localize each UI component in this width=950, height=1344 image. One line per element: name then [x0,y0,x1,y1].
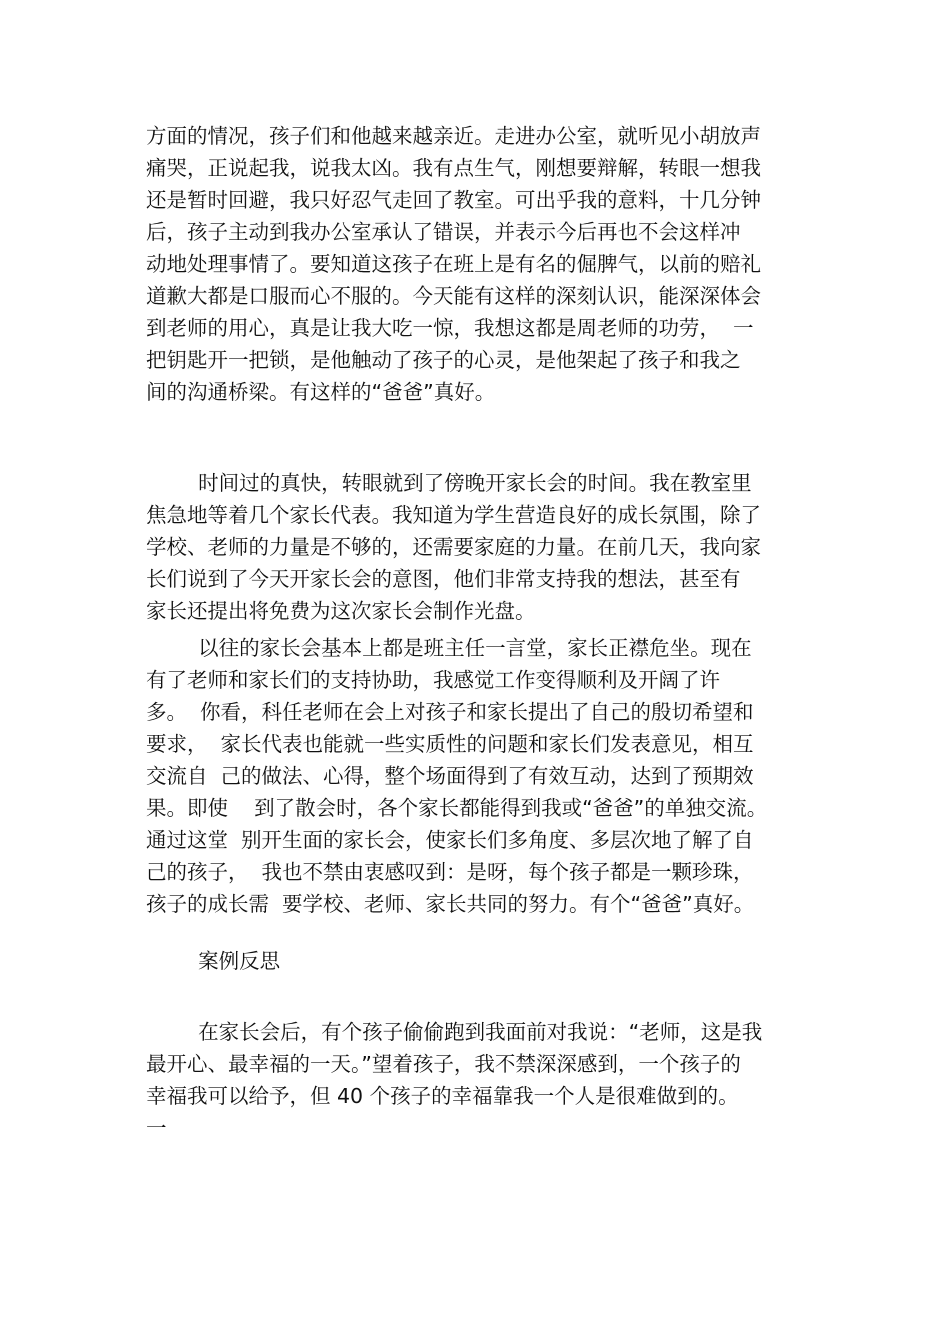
text-line: 有了老师和家长们的支持协助，我感觉工作变得顺利及开阔了许 [146,668,720,692]
text-line: 还是暂时回避，我只好忍气走回了教室。可出乎我的意料，十几分钟 [146,188,761,212]
text-line: 间的沟通桥梁。有这样的“爸爸”真好。 [146,380,496,404]
text-line: 时间过的真快，转眼就到了傍晚开家长会的时间。我在教室里 [146,471,752,495]
text-line: 在家长会后，有个孩子偷偷跑到我面前对我说：“老师，这是我 [146,1020,763,1044]
text-line: 方面的情况，孩子们和他越来越亲近。走进办公室，就听见小胡放声 [146,124,761,148]
text-line: 通过这堂 别开生面的家长会，使家长们多角度、多层次地了解了自 [146,828,754,852]
text-line: 焦急地等着几个家长代表。我知道为学生营造良好的成长氛围，除了 [146,503,761,527]
text-line: 长们说到了今天开家长会的意图，他们非常支持我的想法，甚至有 [146,567,741,591]
text-line: 学校、老师的力量是不够的，还需要家庭的力量。在前几天，我向家 [146,535,761,559]
section-heading-reflection [146,945,816,977]
text-line: 痛哭，正说起我，说我太凶。我有点生气，刚想要辩解，转眼一想我 [146,156,761,180]
text-line: 最开心、最幸福的一天。”望着孩子，我不禁深深感到，一个孩子的 [146,1052,741,1076]
text-line: 后，孩子主动到我办公室承认了错误，并表示今后再也不会这样冲 [146,220,741,244]
text-line: 道歉大都是口服而心不服的。今天能有这样的深刻认识，能深深体会 [146,284,761,308]
paragraph-reflection [146,1016,816,1144]
text-line: 以往的家长会基本上都是班主任一言堂，家长正襟危坐。现在 [146,636,752,660]
text-line: 己的孩子， 我也不禁由衷感叹到：是呀，每个孩子都是一颗珍珠， [146,860,754,884]
text-line: 交流自 己的做法、心得，整个场面得到了有效互动，达到了预期效 [146,764,754,788]
section-heading: 案例反思 [146,949,281,973]
text-line: 果。即使 到了散会时，各个家长都能得到我或“爸爸”的单独交流。 [146,796,768,820]
text-line: 动地处理事情了。要知道这孩子在班上是有名的倔脾气，以前的赔礼 [146,252,761,276]
text-line: 把钥匙开一把锁，是他触动了孩子的心灵，是他架起了孩子和我之 [146,348,741,372]
text-line: 一 [146,1116,167,1140]
text-line: 幸福我可以给予，但 40 个孩子的幸福靠我一个人是很难做到的。 [146,1084,739,1108]
text-line: 家长还提出将免费为这次家长会制作光盘。 [146,599,536,623]
text-line: 多。 你看，科任老师在会上对孩子和家长提出了自己的殷切希望和 [146,700,754,724]
text-line: 到老师的用心，真是让我大吃一惊，我想这都是周老师的功劳， 一 [146,316,754,340]
paragraph-parent-meeting [146,632,816,920]
text-line: 孩子的成长需 要学校、老师、家长共同的努力。有个“爸爸”真好。 [146,892,755,916]
paragraph-father-role [146,120,816,408]
text-line: 要求， 家长代表也能就一些实质性的问题和家长们发表意见，相互 [146,732,754,756]
paragraph-meeting-prep [146,467,816,627]
